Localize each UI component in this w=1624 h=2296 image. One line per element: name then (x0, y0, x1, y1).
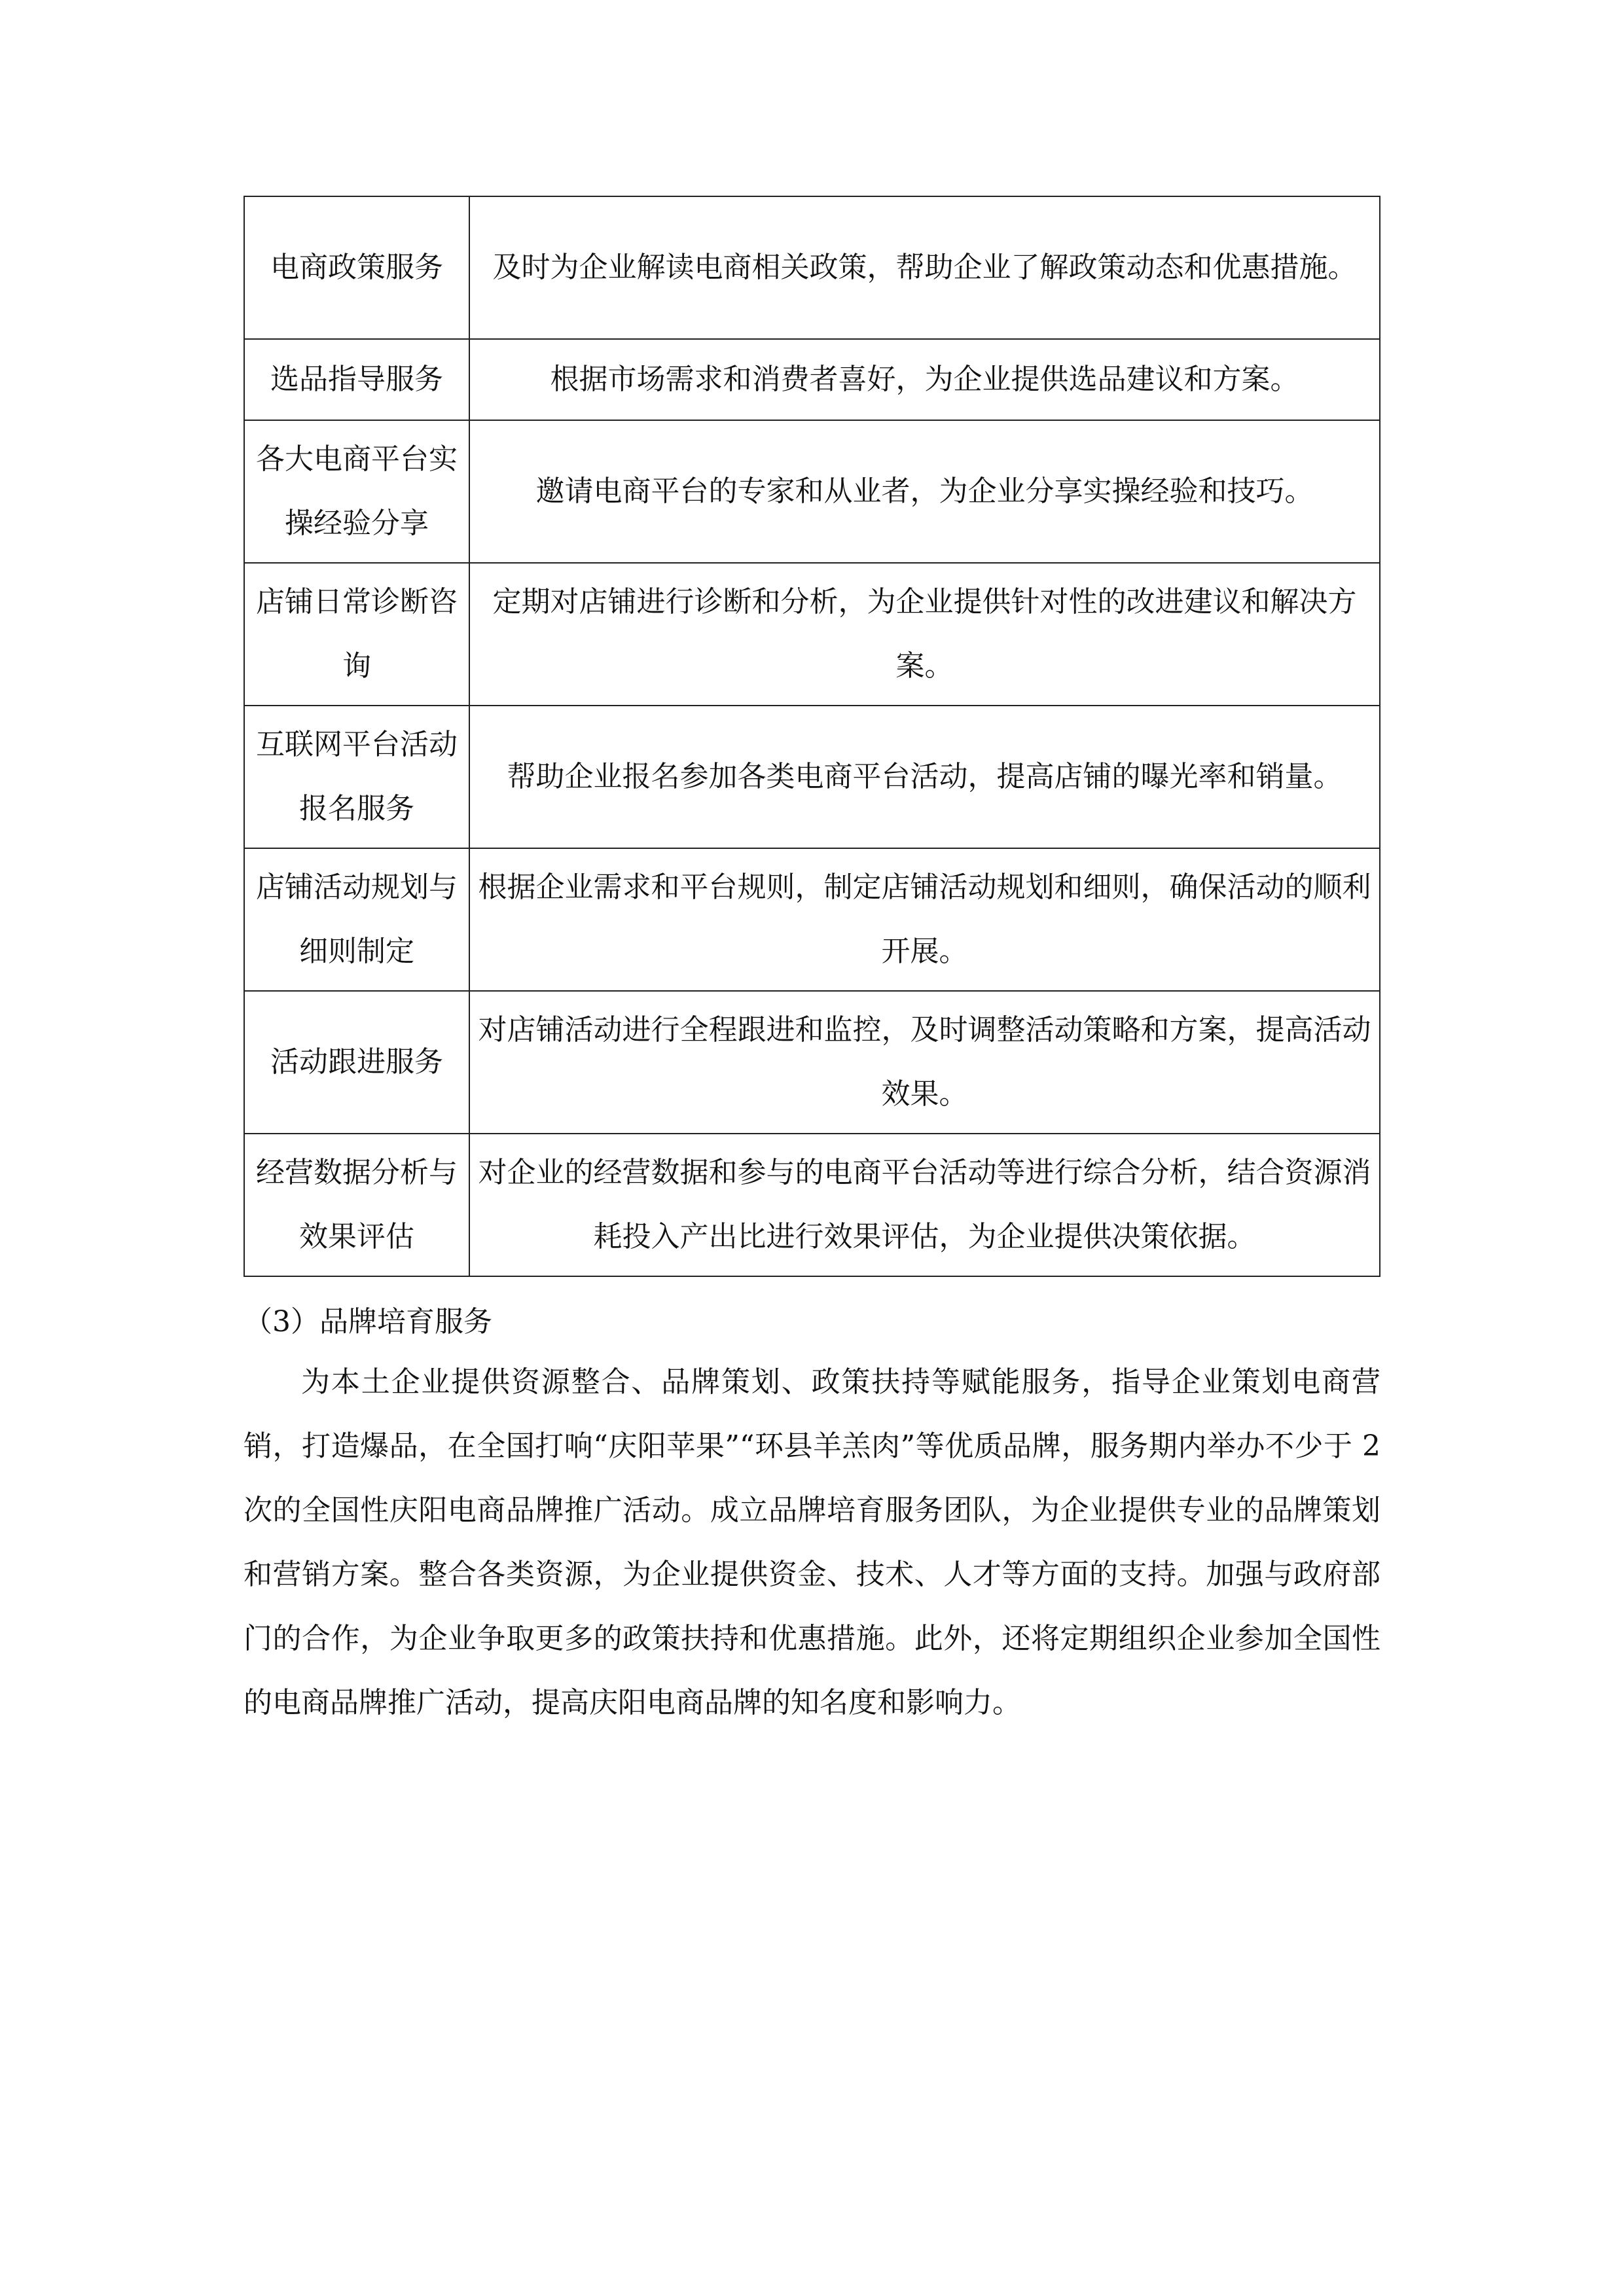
body-paragraph: 为本土企业提供资源整合、品牌策划、政策扶持等赋能服务，指导企业策划电商营销，打造爆品，在全国打响“庆阳苹果”“环县羊羔肉”等优质品牌，服务期内举办不少于 2 次的全国性庆阳电商品牌推广活动。成立品牌培育服务团队，为企业提供专业的品牌策划和营销方案。整合各类资源，为企业提供资金、技术、人才等方面的支持。加强与政府部门的合作，为企业争取更多的政策扶持和优惠措施。此外，还将定期组织企业参加全国性的电商品牌推广活动，提高庆阳电商品牌的知名度和影响力。 (244, 1365, 1380, 1719)
section-heading: （3）品牌培育服务 (244, 1305, 492, 1338)
service-name-cell: 店铺日常诊断咨询 (244, 563, 469, 706)
table-row (244, 563, 1380, 706)
service-description-cell: 根据市场需求和消费者喜好，为企业提供选品建议和方案。 (469, 339, 1380, 420)
service-name-cell: 选品指导服务 (244, 339, 469, 420)
service-description-cell: 帮助企业报名参加各类电商平台活动，提高店铺的曝光率和销量。 (469, 706, 1380, 848)
service-name-cell: 互联网平台活动报名服务 (244, 706, 469, 848)
service-name-cell: 各大电商平台实操经验分享 (244, 420, 469, 563)
service-description-cell: 对企业的经营数据和参与的电商平台活动等进行综合分析，结合资源消耗投入产出比进行效果评估，为企业提供决策依据。 (469, 1134, 1380, 1276)
table-row (244, 848, 1380, 991)
table-row (244, 420, 1380, 563)
services-table (244, 196, 1380, 1277)
service-description-cell: 根据企业需求和平台规则，制定店铺活动规划和细则，确保活动的顺利开展。 (469, 848, 1380, 991)
table-row (244, 991, 1380, 1134)
table-row (244, 1134, 1380, 1276)
service-name-cell: 电商政策服务 (244, 196, 469, 339)
table-row (244, 196, 1380, 339)
service-description-cell: 及时为企业解读电商相关政策，帮助企业了解政策动态和优惠措施。 (469, 196, 1380, 339)
service-description-cell: 对店铺活动进行全程跟进和监控，及时调整活动策略和方案，提高活动效果。 (469, 991, 1380, 1134)
service-name-cell: 店铺活动规划与细则制定 (244, 848, 469, 991)
table-row (244, 339, 1380, 420)
service-description-cell: 定期对店铺进行诊断和分析，为企业提供针对性的改进建议和解决方案。 (469, 563, 1380, 706)
service-name-cell: 活动跟进服务 (244, 991, 469, 1134)
service-description-cell: 邀请电商平台的专家和从业者，为企业分享实操经验和技巧。 (469, 420, 1380, 563)
table-row (244, 706, 1380, 848)
service-name-cell: 经营数据分析与效果评估 (244, 1134, 469, 1276)
